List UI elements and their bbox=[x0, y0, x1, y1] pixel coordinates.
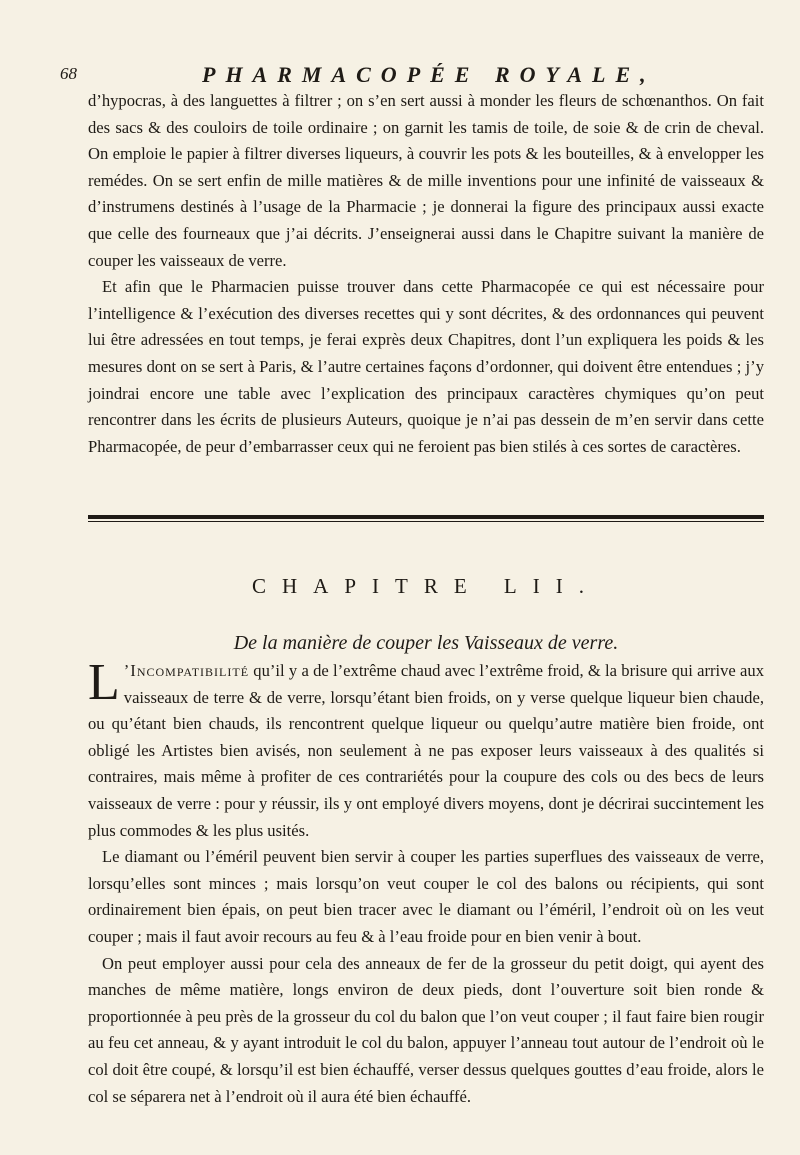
running-title: PHARMACOPÉE ROYALE, bbox=[202, 62, 656, 87]
chapter-subtitle: De la manière de couper les Vaisseaux de verre. bbox=[233, 632, 619, 654]
ornamental-rule bbox=[88, 515, 764, 522]
intro-text bbox=[88, 88, 764, 460]
intro-paragraph: Et afin que le Pharmacien puisse trouver dans cette Pharmacopée ce qui est nécessaire pour l’intelligence & l’exécution des diverses recettes qui y sont décrites, & des ordonnances qui peuvent lui être adressées en tout temps, je ferai exprès deux Chapitres, dont l’un expliquera les poids & les mesures dont on se sert à Paris, & l’autre certaines façons d’ordonner, qui doivent être entendues ; j’y joindrai encore une table avec l’explication des principaux caractères chymiques qu’on peut rencontrer dans les écrits de plusieurs Auteurs, quoique je n’ai pas dessein de m’en servir dans cette Pharmacopée, de peur d’embarrasser ceux qui ne feroient pas bien stilés à ces sortes de caractères. bbox=[88, 277, 764, 456]
body-paragraph: On peut employer aussi pour cela des anneaux de fer de la grosseur du petit doigt, qui ayent des manches de même matière, longs environ de deux pieds, dont l’ouverture soit bien ronde & proportionnée à peu près de la grosseur du col du balon que l’on veut couper ; il faut faire bien rougir au feu cet anneau, & y ayant introduit le col du balon, appuyer l’anneau tout autour de l’endroit où le col doit être coupé, & lorsqu’il est bien échauffé, verser dessus quelques gouttes d’eau froide, alors le col se séparera net à l’endroit où il aura été bien échauffé. bbox=[88, 953, 764, 1106]
chapter-heading: CHAPITRE LII. bbox=[252, 574, 600, 598]
page-number: 68 bbox=[60, 64, 77, 83]
drop-initial: L bbox=[88, 654, 120, 711]
first-paragraph-text: qu’il y a de l’extrême chaud avec l’extrême froid, & la brisure qui arrive aux vaisseaux de terre & de verre, lorsqu’étant bien froids, on y verse quelque liqueur bien chaude, ou qu’étant bien chauds, ils rencontrent quelque liqueur ou quelqu’autre matière bien froide, ont obligé les Artistes bien avisés, non seulement à ne pas exposer leurs vaisseaux à des qualités si contraires, mais même à profiter de ces contrariétés pour la coupure des cols ou des becs de leurs vaisseaux de verre : pour y réussir, ils y ont employé divers moyens, dont je décrirai succintement les plus commodes & les plus usités. bbox=[88, 661, 764, 840]
intro-paragraph: d’hypocras, à des languettes à filtrer ; on s’en sert aussi à monder les fleurs de schœnanthos. On fait des sacs & des couloirs de toile ordinaire ; on garnit les tamis de toile, de soie & de crin de cheval. On emploie le papier à filtrer diverses liqueurs, à couvrir les pots & les bouteilles, & à envelopper les remédes. On se sert enfin de mille matières & de mille inventions pour une infinité de vaisseaux & d’instrumens destinés à l’usage de la Pharmacie ; je donnerai la figure des principaux aussi exacte que celle des fourneaux que j’ai décrits. J’enseignerai aussi dans le Chapitre suivant la manière de couper les vaisseaux de verre. bbox=[88, 91, 764, 270]
body-paragraph bbox=[88, 654, 764, 844]
first-word: ’Incompatibilité bbox=[123, 661, 250, 680]
body-paragraph: Le diamant ou l’éméril peuvent bien servir à couper les parties superflues des vaisseaux de verre, lorsqu’elles sont minces ; mais lorsqu’on veut couper le col des balons ou récipients, qui sont ordinairement bien épais, on peut bien tracer avec le diamant ou l’éméril, l’endroit où on les veut couper ; mais il faut avoir recours au feu & à l’eau froide pour en bien venir à bout. bbox=[88, 847, 764, 946]
chapter-body bbox=[88, 654, 764, 1110]
